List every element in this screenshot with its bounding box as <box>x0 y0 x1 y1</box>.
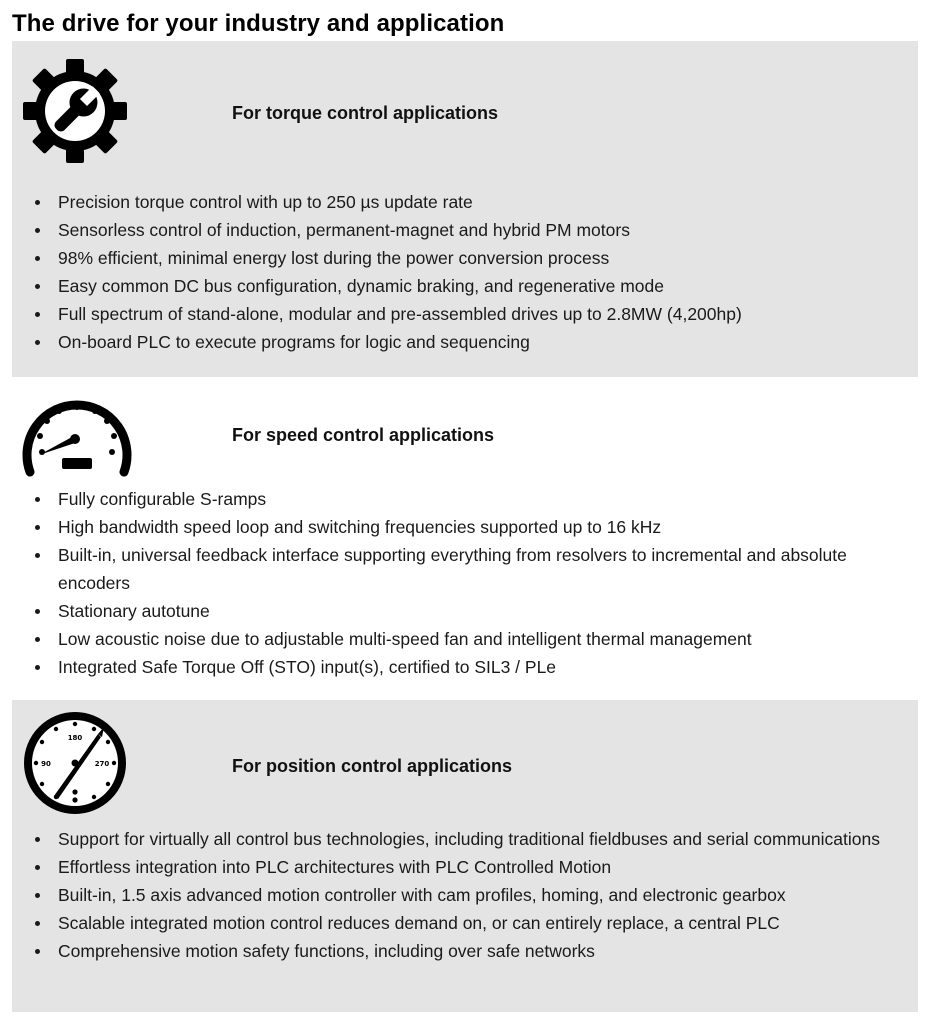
torque-section-heading: For torque control applications <box>232 103 499 123</box>
list-item: Easy common DC bus configuration, dynamic braking, and regenerative mode <box>12 272 904 300</box>
list-item: Integrated Safe Torque Off (STO) input(s), certified to SIL3 / PLe <box>12 653 904 681</box>
list-item: 98% efficient, minimal energy lost during the power conversion process <box>12 244 904 272</box>
list-item: Built-in, universal feedback interface supporting everything from resolvers to incremental and absolute encoders <box>12 541 904 597</box>
position-control-section <box>12 700 918 1012</box>
gear-wrench-icon <box>22 58 128 164</box>
speed-section-heading: For speed control applications <box>232 425 495 445</box>
list-item: Comprehensive motion safety functions, including over safe networks <box>12 937 904 965</box>
list-item: Sensorless control of induction, permanent-magnet and hybrid PM motors <box>12 216 904 244</box>
torque-feature-list <box>12 188 904 356</box>
list-item: Built-in, 1.5 axis advanced motion controller with cam profiles, homing, and electronic gearbox <box>12 881 904 909</box>
speedometer-icon <box>22 392 132 478</box>
list-item: Precision torque control with up to 250 µs update rate <box>12 188 904 216</box>
list-item: Fully configurable S-ramps <box>12 485 904 513</box>
speed-feature-list <box>12 485 904 681</box>
position-section-heading: For position control applications <box>232 756 513 776</box>
list-item: Scalable integrated motion control reduces demand on, or can entirely replace, a central PLC <box>12 909 904 937</box>
position-feature-list <box>12 825 904 965</box>
list-item: High bandwidth speed loop and switching frequencies supported up to 16 kHz <box>12 513 904 541</box>
list-item: Full spectrum of stand-alone, modular and pre-assembled drives up to 2.8MW (4,200hp) <box>12 300 904 328</box>
speed-control-section <box>12 380 918 698</box>
dial-label-180: 180 <box>67 734 83 742</box>
list-item: On-board PLC to execute programs for logic and sequencing <box>12 328 904 356</box>
page-title: The drive for your industry and application <box>12 10 505 37</box>
list-item: Effortless integration into PLC architectures with PLC Controlled Motion <box>12 853 904 881</box>
position-dial-icon <box>22 710 128 816</box>
list-item: Low acoustic noise due to adjustable multi-speed fan and intelligent thermal management <box>12 625 904 653</box>
dial-label-90: 90 <box>41 760 51 768</box>
torque-control-section <box>12 41 918 377</box>
dial-label-270: 270 <box>94 760 110 768</box>
list-item: Stationary autotune <box>12 597 904 625</box>
list-item: Support for virtually all control bus technologies, including traditional fieldbuses and serial communications <box>12 825 904 853</box>
